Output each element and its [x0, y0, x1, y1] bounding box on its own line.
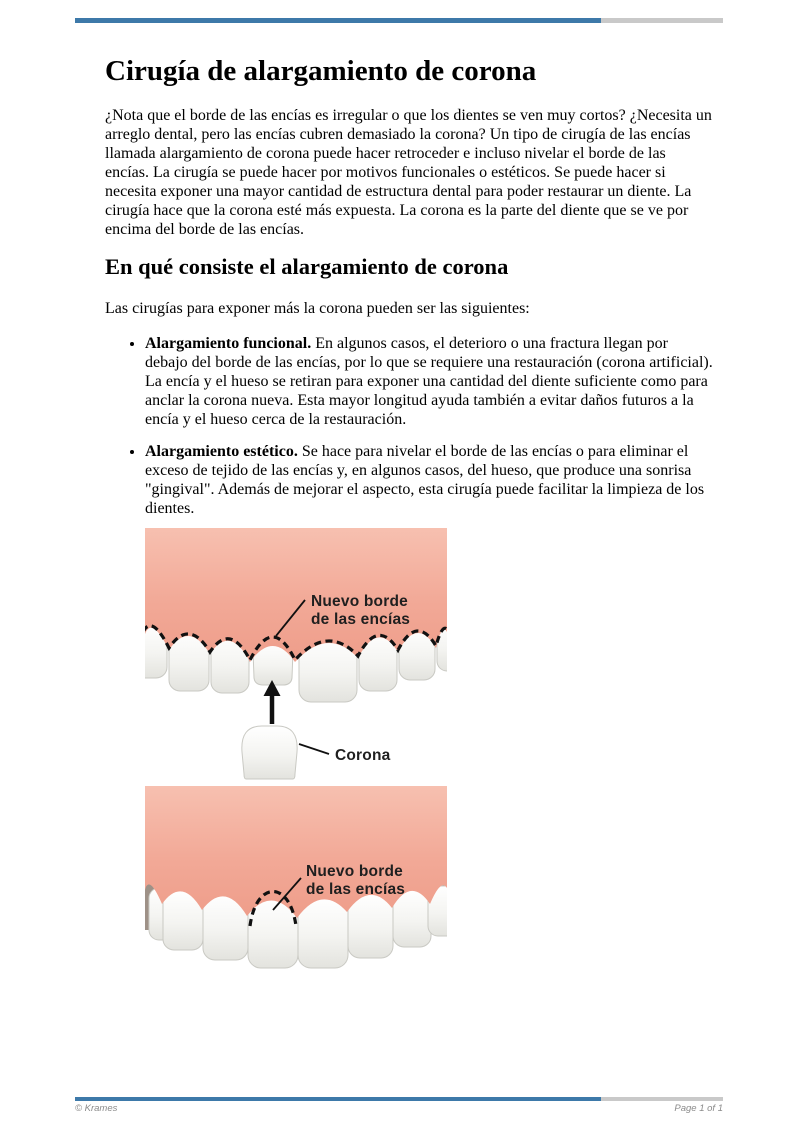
tooth — [298, 898, 348, 968]
crown-shape — [242, 726, 297, 779]
figure-crown-lengthening — [145, 528, 447, 780]
new-gumline-label-line1: Nuevo borde — [311, 592, 408, 610]
section-heading: En qué consiste el alargamiento de corona — [105, 254, 509, 280]
bullet-list — [105, 334, 713, 518]
up-arrow — [264, 680, 281, 724]
list-item-text: Se hace para nivelar el borde de las encías o para eliminar el exceso de tejido de las encías y, en algunos casos, del hueso, que produce una sonrisa "gingival". Además de mejorar el aspecto, esta cirugía puede facilitar la limpieza de los dientes. — [145, 442, 705, 517]
new-gumline-label-line1: Nuevo borde — [306, 862, 403, 880]
teeth-gum-crown-illustration — [145, 528, 447, 780]
footer-divider-blue-segment — [75, 1097, 601, 1101]
page-footer — [75, 1097, 723, 1114]
list-item-bold-lead: Alargamiento funcional. — [145, 334, 312, 352]
footer-copyright: © Krames — [75, 1103, 118, 1114]
footer-divider-gray-segment — [601, 1097, 723, 1101]
footer-divider-rule — [75, 1097, 723, 1101]
list-item-esthetic — [145, 442, 713, 518]
figure-new-gumline-result — [145, 786, 447, 973]
new-gumline-label-line2: de las encías — [306, 880, 406, 898]
footer-page-number: Page 1 of 1 — [674, 1103, 723, 1114]
tooth — [348, 894, 393, 958]
intro-paragraph: ¿Nota que el borde de las encías es irregular o que los dientes se ven muy cortos? ¿Necesita un arreglo dental, pero las encías cubren demasiado la corona? Un tipo de cirugía de las encías llamada alargamiento de corona puede hacer retroceder e incluso nivelar el borde de las encías. La cirugía se puede hacer por motivos funcionales o estéticos. Se puede hacer si necesita exponer una mayor cantidad de estructura dental para poder restaurar un diente. La cirugía hace que la corona esté más expuesta. La corona es la parte del diente que se ve por encima del borde de las encías. — [105, 107, 712, 239]
list-item-bold-lead: Alargamiento estético. — [145, 442, 298, 460]
teeth-gum-result-illustration — [145, 786, 447, 973]
list-item-functional — [145, 334, 713, 429]
label-leader-line — [299, 744, 329, 754]
lead-paragraph: Las cirugías para exponer más la corona pueden ser las siguientes: — [105, 299, 530, 317]
new-gumline-label-line2: de las encías — [311, 610, 411, 628]
page-title: Cirugía de alargamiento de corona — [105, 55, 537, 87]
document-body — [105, 23, 713, 973]
crown-label: Corona — [335, 746, 391, 764]
list-item-text: En algunos casos, el deterioro o una fractura llegan por debajo del borde de las encías, por lo que se requiere una restauración (corona artificial). La encía y el hueso se retiran para exponer una cantidad del diente suficiente como para anclar la corona nueva. Esta mayor longitud ayuda también a evitar daños futuros a la encía y el hueso cerca de la restauración. — [145, 334, 713, 428]
